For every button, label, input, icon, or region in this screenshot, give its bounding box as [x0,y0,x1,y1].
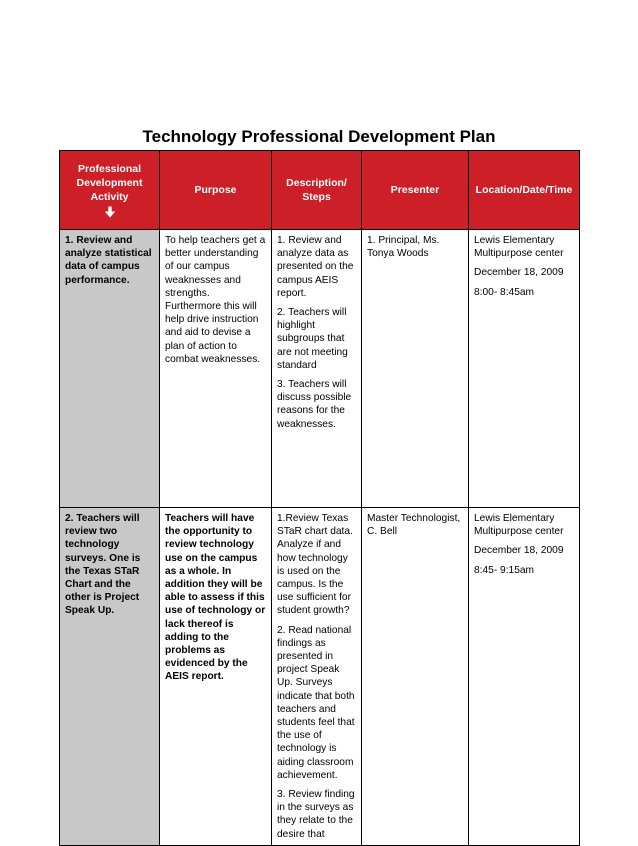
table-row [60,230,580,508]
development-plan-table [59,150,580,846]
header-activity [60,151,160,230]
header-description-line-2: Steps [302,191,331,203]
purpose-cell: To help teachers get a better understanding of our campus weaknesses and strengths. Furthermore this will help drive instruction and aid to devise a plan of action to combat weaknesses. [160,230,272,508]
presenter-cell: 1. Principal, Ms. Tonya Woods [362,230,469,508]
step-3: 3. Teachers will discuss possible reasons for the weaknesses. [277,379,352,430]
table-row [60,508,580,846]
step-3: 3. Review finding in the surveys as they relate to the desire that [277,789,355,840]
time-text: 8:00- 8:45am [474,286,535,298]
location-text: Lewis Elementary Multipurpose center [474,235,564,260]
date-text: December 18, 2009 [474,267,564,279]
header-purpose: Purpose [160,151,272,230]
purpose-cell: Teachers will have the opportunity to review technology use on the campus as a whole. In addition they will be able to assess if this use of technology or lack thereof is adding to the problems as evidenced by the AEIS report. [160,508,272,846]
steps-cell [272,508,362,846]
arrow-down-icon [104,206,116,218]
step-1: 1. Review and analyze data as presented on the campus AEIS report. [277,235,354,299]
step-2: 2. Read national findings as presented in project Speak Up. Surveys indicate that both teachers and students feel that the use of technology is aiding classroom achievement. [277,624,355,781]
date-text: December 18, 2009 [474,545,564,557]
header-activity-line-1: Professional [77,163,142,175]
table-header-row [60,151,580,230]
header-activity-line-2: Development [76,177,143,189]
header-location: Location/Date/Time [469,151,580,230]
activity-cell: 2. Teachers will review two technology surveys. One is the Texas STaR Chart and the other is Project Speak Up. [60,508,160,846]
activity-cell: 1. Review and analyze statistical data of campus performance. [60,230,160,508]
header-presenter: Presenter [362,151,469,230]
step-2: 2. Teachers will highlight subgroups that are not meeting standard [277,307,348,371]
header-description-line-1: Description/ [286,177,347,189]
page-title: Technology Professional Development Plan [142,127,496,146]
time-text: 8:45- 9:15am [474,564,535,576]
header-activity-line-3: Activity [90,191,129,203]
steps-cell [272,230,362,508]
location-cell [469,230,580,508]
location-text: Lewis Elementary Multipurpose center [474,513,564,538]
step-1: 1.Review Texas STaR chart data. Analyze if and how technology is used on the campus. Is the use sufficient for student growth? [277,513,353,617]
presenter-cell: Master Technologist, C. Bell [362,508,469,846]
location-cell [469,508,580,846]
header-description [272,151,362,230]
